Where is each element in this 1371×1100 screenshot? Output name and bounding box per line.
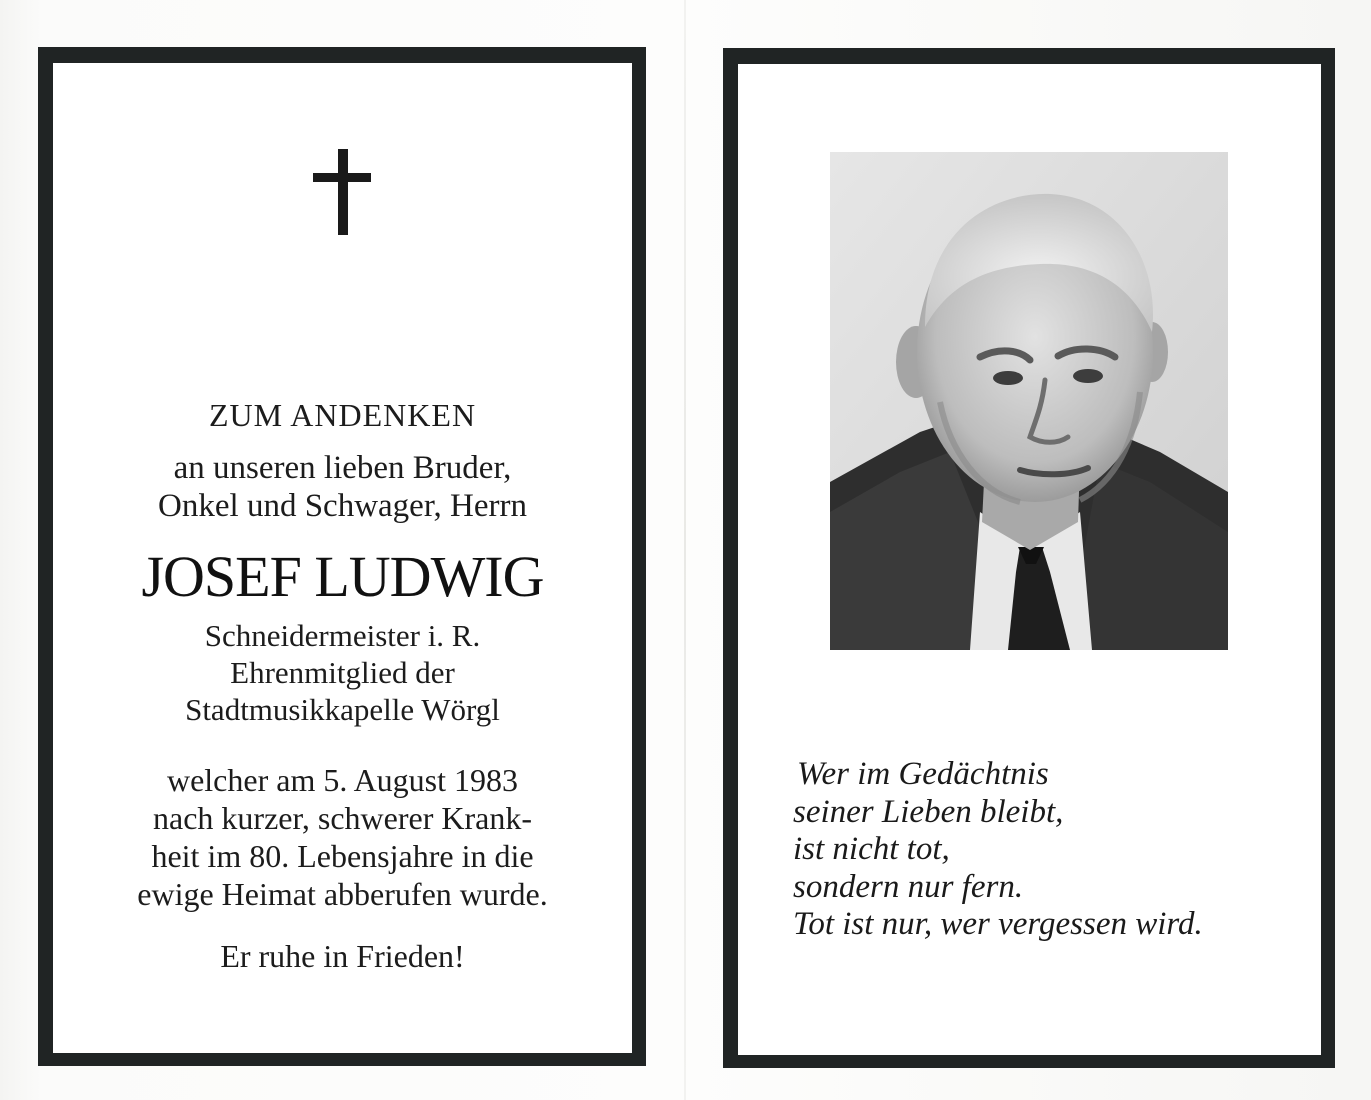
memorial-heading: ZUM ANDENKEN xyxy=(208,397,477,433)
cross-icon xyxy=(313,149,373,239)
poem-line: sondern nur fern. xyxy=(793,868,1024,905)
title-line: Ehrenmitglied der xyxy=(230,655,455,690)
deceased-titles xyxy=(53,617,632,728)
death-line: nach kurzer, schwerer Krank- xyxy=(153,800,532,836)
rest-in-peace-text: Er ruhe in Frieden! xyxy=(220,938,465,974)
dedication-line: Onkel und Schwager, Herrn xyxy=(158,488,527,524)
title-line: Schneidermeister i. R. xyxy=(204,618,481,653)
right-memorial-panel xyxy=(723,48,1335,1068)
dedication-text xyxy=(53,449,632,525)
death-line: welcher am 5. August 1983 xyxy=(166,762,519,798)
poem-line: Tot ist nur, wer vergessen wird. xyxy=(793,906,1203,942)
poem-line: Wer im Gedächtnis xyxy=(797,756,1049,792)
card-fold xyxy=(684,0,686,1100)
poem-line: ist nicht tot, xyxy=(793,831,950,867)
deceased-name: JOSEF LUDWIG xyxy=(141,544,544,609)
poem-line: seiner Lieben bleibt, xyxy=(793,793,1064,830)
portrait-photo xyxy=(830,152,1228,650)
memorial-poem xyxy=(793,756,1313,944)
dedication-line: an unseren lieben Bruder, xyxy=(173,450,512,486)
death-line: heit im 80. Lebensjahre in die xyxy=(151,838,534,874)
title-line: Stadtmusikkapelle Wörgl xyxy=(185,692,500,727)
death-notice xyxy=(53,761,632,913)
death-line: ewige Heimat abberufen wurde. xyxy=(137,876,548,912)
left-memorial-panel xyxy=(38,47,646,1066)
